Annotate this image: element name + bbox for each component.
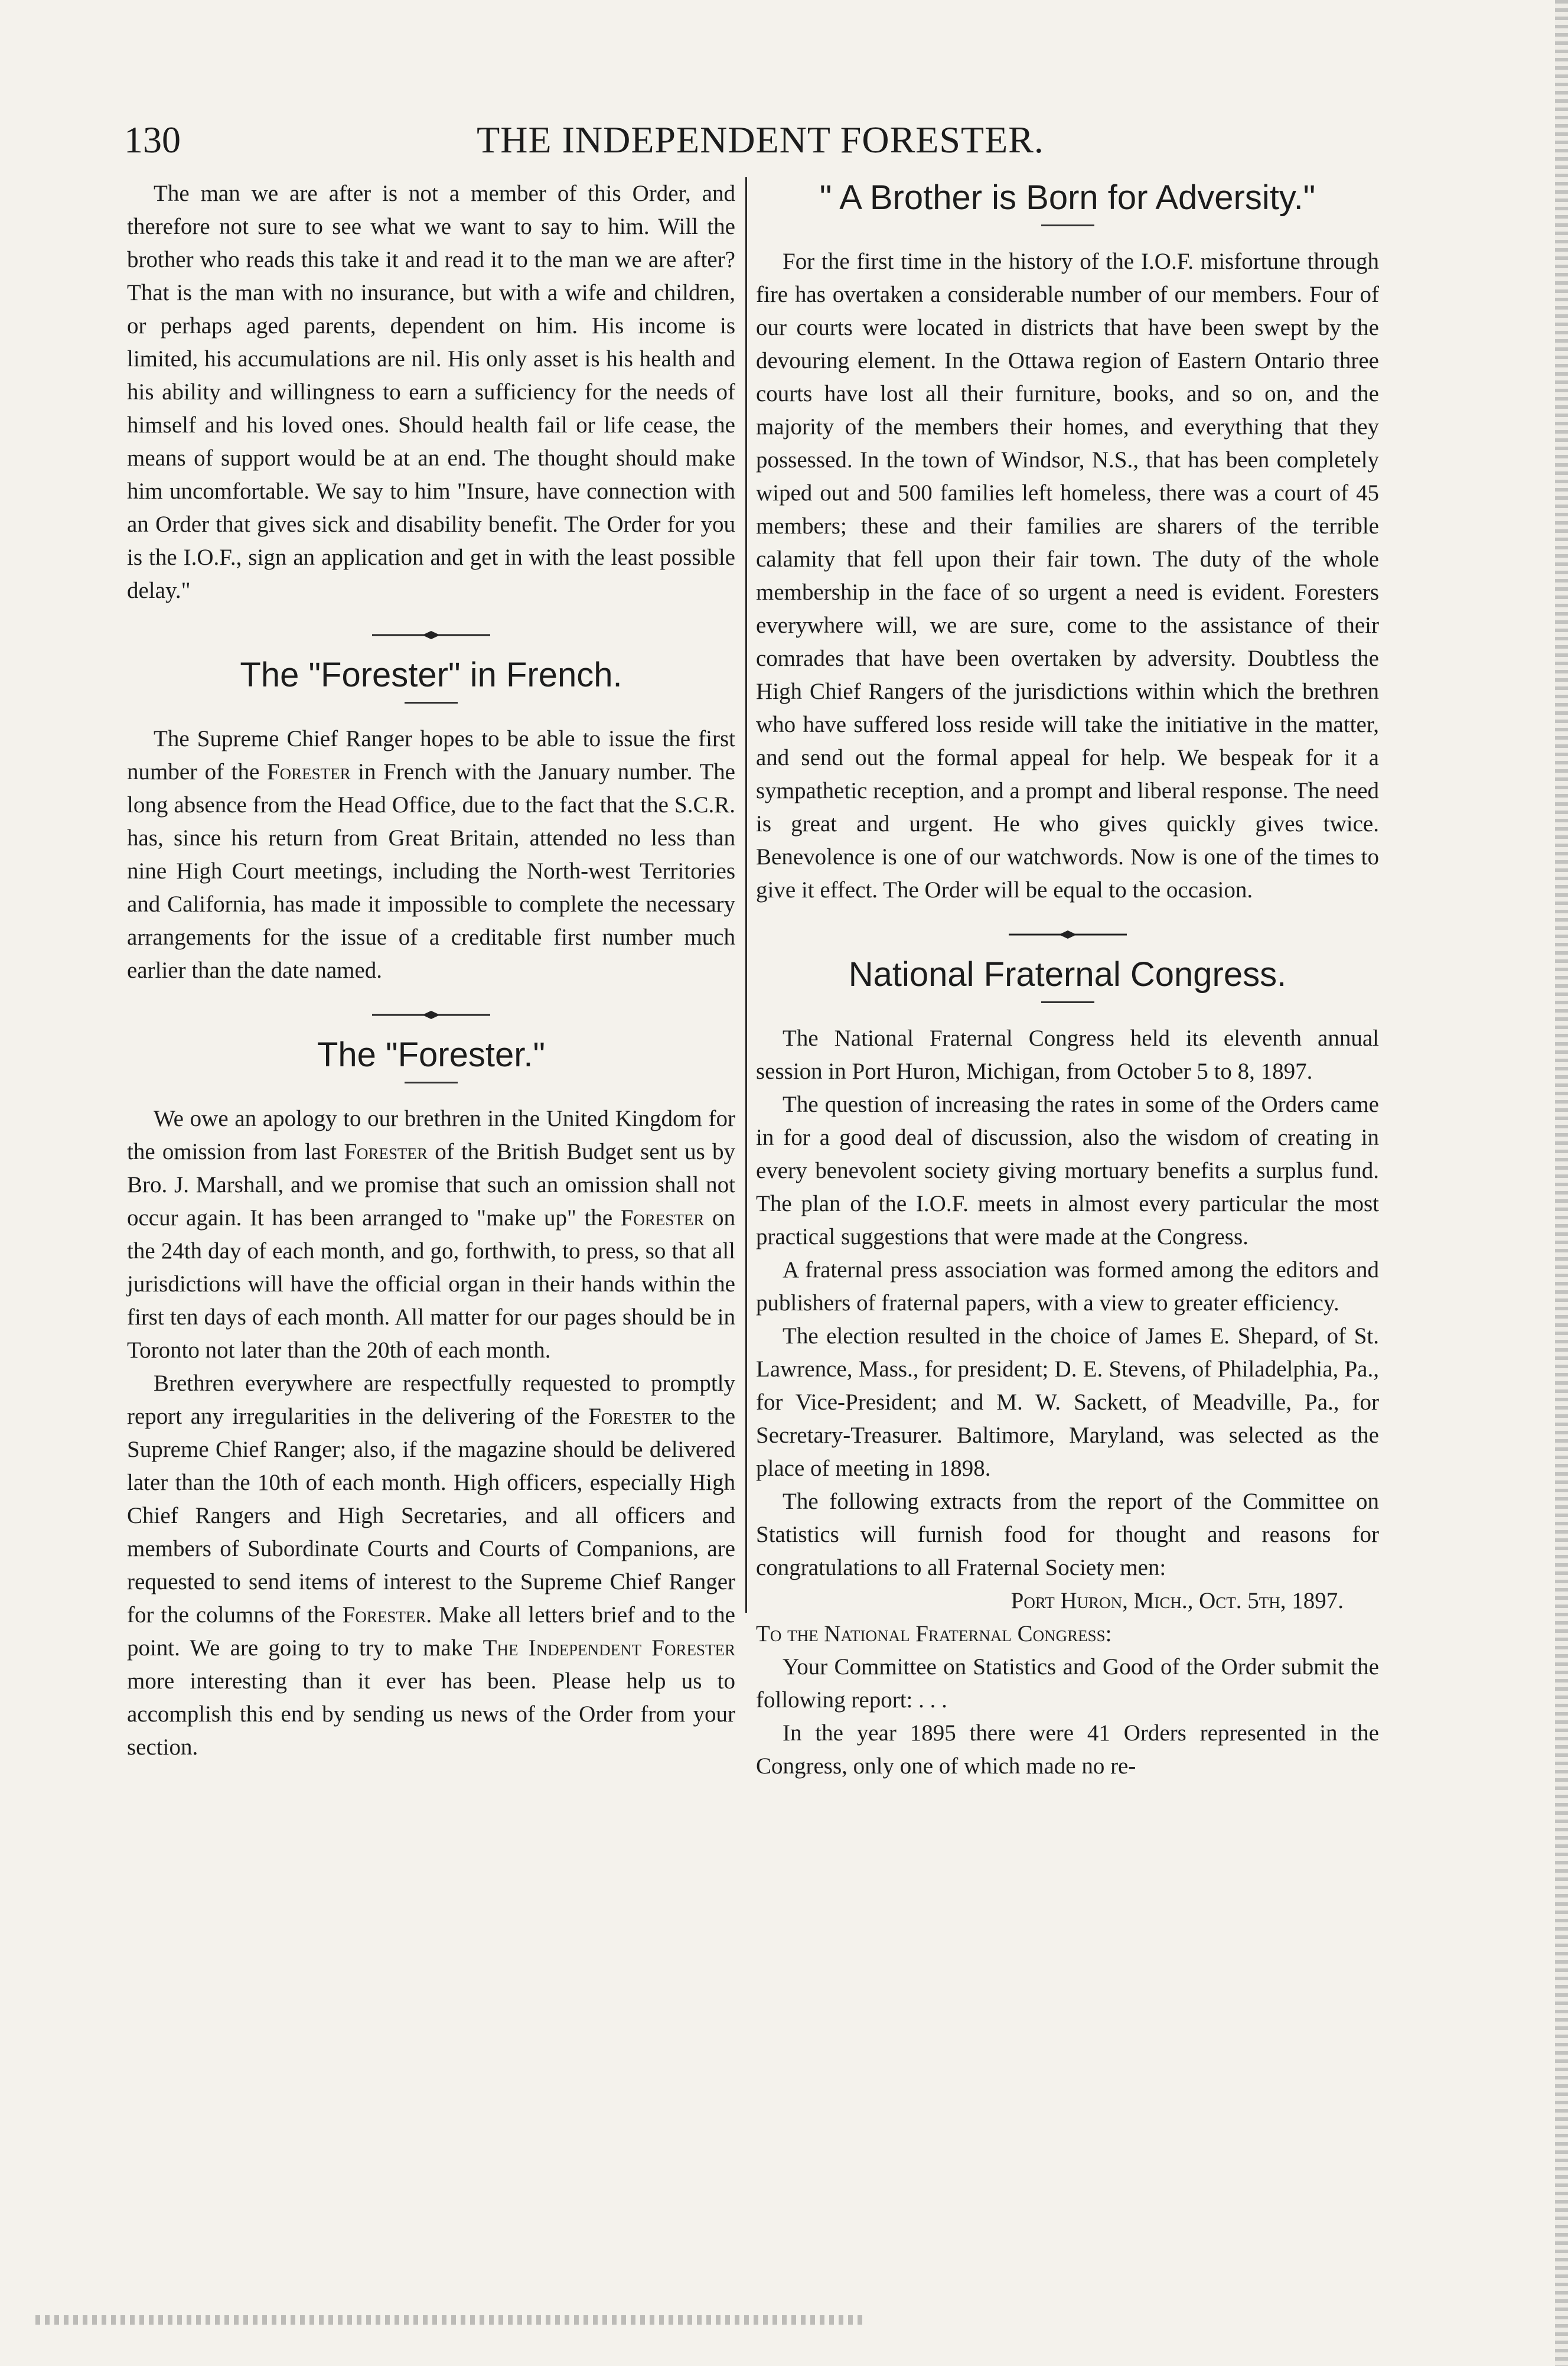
- congress-paragraph-1: The National Fraternal Congress held its eleventh annual session in Port Huron, Michigan, from October 5 to 8, 1897.: [756, 1026, 1379, 1084]
- text-run: We owe an apology to our brethren in the United Kingdom for the omission from last: [127, 1106, 735, 1164]
- forester-smallcaps: Forester: [266, 759, 351, 785]
- scan-edge-artifact: [1555, 0, 1568, 2366]
- heading-brother-born-for-adversity: " A Brother is Born for Adversity.": [819, 178, 1316, 217]
- adversity-paragraph: For the first time in the history of the I.O.F. misfortune through fire has overtaken a considerable number of our members. Four of our courts were located in districts that have been swept by the devouring element. In the Ottawa region of Eastern Ontario three courts have lost all their furniture, books, and so on, and the majority of the members their homes, and everything that they possessed. In the town of Windsor, N.S., that has been completely wiped out and 500 families left homeless, there was a court of 45 members; these and their families are sharers of the terrible calamity that fell upon their fair town. The duty of the whole membership in the face of so urgent a need is evident. Foresters everywhere will, we are sure, come to the assistance of their comrades that have been overtaken by adversity. Doubtless the High Chief Rangers of the jurisdictions within which the brethren who have suffered loss reside will take the initiative in the matter, and send out the formal appeal for help. We bespeak for it a sympathetic reception, and a prompt and liberal response. The need is great and urgent. He who gives quickly gives twice. Benevolence is one of our watchwords. Now is one of the times to give it effect. The Order will be equal to the occasion.: [756, 249, 1379, 903]
- heading-underline: [1041, 224, 1094, 226]
- heading-underline: [1041, 1001, 1094, 1003]
- congress-paragraph-3: A fraternal press association was formed among the editors and publishers of fraternal papers, with a view to greater efficiency.: [756, 1257, 1379, 1316]
- text-run: to the Supreme Chief Ranger; also, if the magazine should be delivered later than the 10th of each month. High officers, especially High Chief Rangers and High Secretaries, and all officers and members of Subordinate Courts and Courts of Companions, are requested to send items of interest to the Supreme Chief Ranger for the columns of the: [127, 1404, 735, 1628]
- text-run: in French with the January number. The long absence from the Head Office, due to the fact that the S.C.R. has, since his return from Great Britain, attended no less than nine High Court meetings, including the North-west Territories and California, has made it impossible to complete the necessary arrangements for the issue of a creditable first number much earlier than the date named.: [127, 759, 735, 983]
- heading-underline: [405, 702, 458, 704]
- apology-paragraph: [127, 1102, 735, 1367]
- ornament-divider-icon: [372, 1008, 490, 1021]
- ornament-divider-icon: [1009, 928, 1127, 941]
- heading-national-fraternal-congress: National Fraternal Congress.: [848, 955, 1287, 994]
- forester-french-paragraph: [127, 723, 735, 987]
- journal-title: THE INDEPENDENT FORESTER.: [477, 119, 1044, 161]
- congress-paragraph-5: The following extracts from the report of the Committee on Statistics will furnish food for thought and reasons for congratulations to all Fraternal Society men:: [756, 1489, 1379, 1580]
- congress-paragraph-4: The election resulted in the choice of James E. Shepard, of St. Lawrence, Mass., for president; D. E. Stevens, of Philadelphia, Pa., for Vice-President; and M. W. Sackett, of Meadville, Pa., for Secretary-Treasurer. Baltimore, Maryland, was selected as the place of meeting in 1898.: [756, 1323, 1379, 1481]
- text-run: more interesting than it ever has been. Please help us to accomplish this end by sending us news of the Order from your section.: [127, 1668, 735, 1760]
- forester-smallcaps: Forester: [588, 1404, 672, 1429]
- report-paragraph-1: Your Committee on Statistics and Good of the Order submit the following report: . . .: [756, 1654, 1379, 1713]
- forester-smallcaps: Forester: [344, 1139, 428, 1164]
- column-divider: [745, 177, 747, 1613]
- scan-bottom-artifact: [35, 2315, 862, 2325]
- journal-name-smallcaps: The Independent Forester: [483, 1635, 736, 1661]
- delivery-paragraph: [127, 1367, 735, 1764]
- text-run: of the British Budget sent us by Bro. J. Marshall, and we promise that such an omission shall not occur again. It has been arranged to "make up" the: [127, 1139, 735, 1231]
- heading-the-forester: The "Forester.": [317, 1036, 546, 1074]
- left-column: [127, 177, 735, 1764]
- congress-paragraph-2: The question of increasing the rates in some of the Orders came in for a good deal of discussion, also the wisdom of creating in every benevolent society giving mortuary benefits a surplus fund. The plan of the I.O.F. meets in almost every particular the most practical suggestions that were made at the Congress.: [756, 1092, 1379, 1249]
- text-run: The Supreme Chief Ranger hopes to be able to issue the first number of the: [127, 726, 735, 785]
- heading-underline: [405, 1082, 458, 1083]
- heading-forester-in-french: The "Forester" in French.: [240, 656, 622, 694]
- page-number: 130: [124, 119, 181, 161]
- report-salutation: To the National Fraternal Congress:: [756, 1621, 1112, 1646]
- running-header: [124, 118, 1397, 171]
- forester-smallcaps: Forester: [620, 1205, 705, 1231]
- report-paragraph-2: In the year 1895 there were 41 Orders represented in the Congress, only one of which made no re-: [756, 1720, 1379, 1779]
- text-run: . Make all letters brief and to the point. We are going to try to make: [127, 1602, 735, 1661]
- text-run: Brethren everywhere are respectfully requested to promptly report any irregularities in the delivering of the: [127, 1371, 735, 1429]
- forester-smallcaps: Forester: [342, 1602, 426, 1628]
- text-run: on the 24th day of each month, and go, forthwith, to press, so that all jurisdictions will have the official organ in their hands within the first ten days of each month. All matter for our pages should be in Toronto not later than the 20th of each month.: [127, 1205, 735, 1363]
- right-column: [756, 177, 1379, 1783]
- ornament-divider-icon: [372, 629, 490, 642]
- report-dateline: Port Huron, Mich., Oct. 5th, 1897.: [1010, 1588, 1344, 1613]
- intro-paragraph: The man we are after is not a member of this Order, and therefore not sure to see what we want to say to him. Will the brother who reads this take it and read it to the man we are after? That is the man with no insurance, but with a wife and children, or perhaps aged parents, dependent on him. His income is limited, his accumulations are nil. His only asset is his health and his ability and willingness to earn a sufficiency for the needs of himself and his loved ones. Should health fail or life cease, the means of support would be at an end. The thought should make him uncomfortable. We say to him "Insure, have connection with an Order that gives sick and disability benefit. The Order for you is the I.O.F., sign an application and get in with the least possible delay.": [127, 181, 735, 603]
